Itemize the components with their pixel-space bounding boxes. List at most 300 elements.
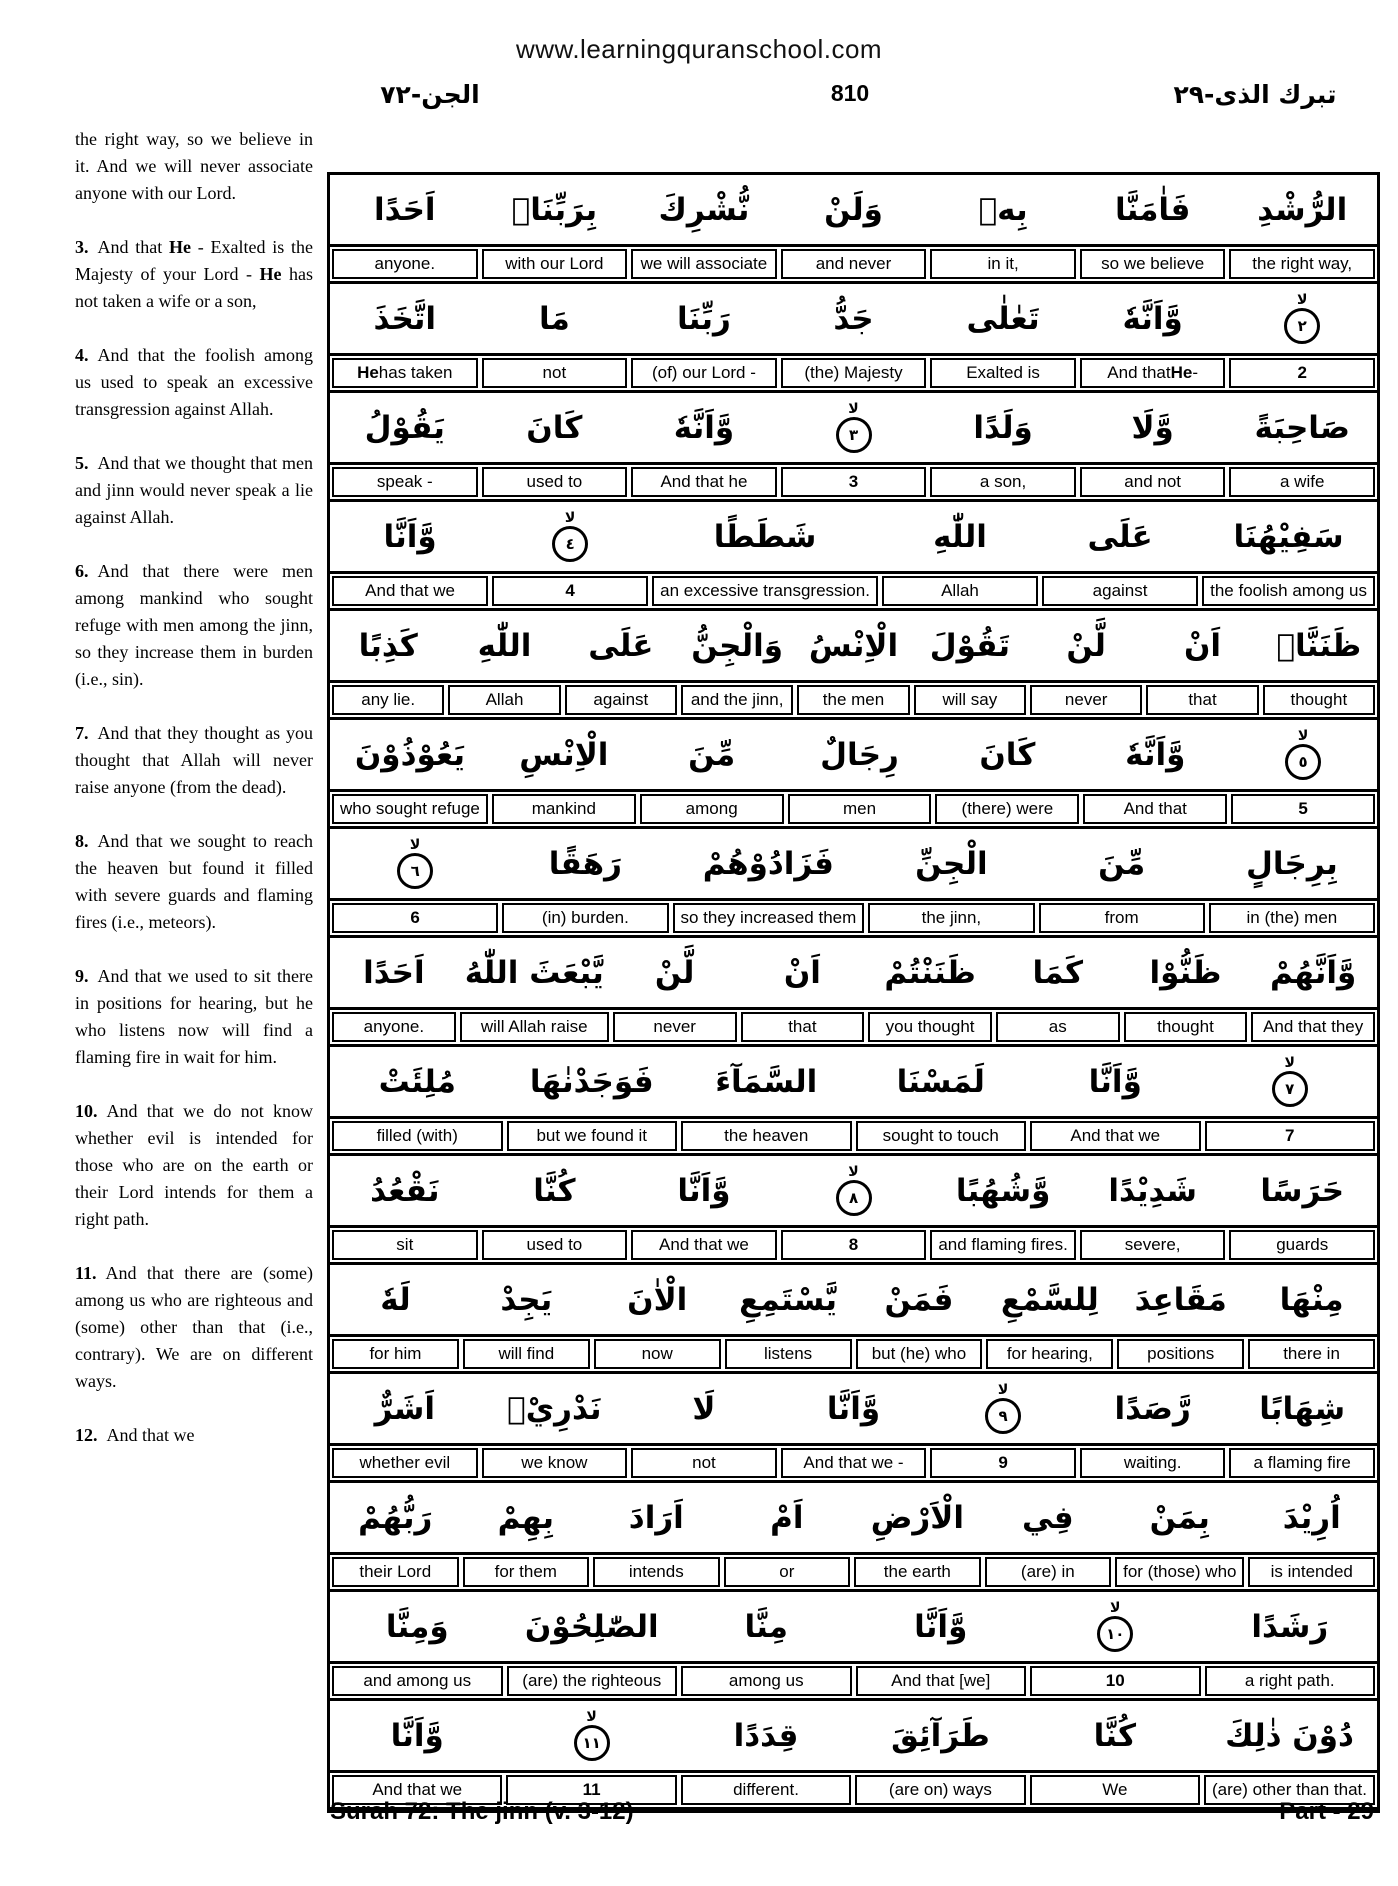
arabic-word: وَالْجِنُّ [691, 627, 784, 664]
word-translation: never [613, 1012, 737, 1042]
translation-cell-wrap [629, 1443, 779, 1483]
arabic-word: وَّاَنَّهٗ [673, 409, 735, 446]
translation-cell-wrap [591, 1552, 722, 1592]
translation-cell-wrap [330, 1552, 461, 1592]
word-translation: thought [1263, 685, 1375, 715]
word-translation: (are on) ways [855, 1775, 1025, 1805]
word-translation: used to [482, 467, 628, 497]
arabic-word: وَّاَنَّا [390, 1717, 444, 1754]
word-translation: And that [we] [856, 1666, 1027, 1696]
word-translation: guards [1229, 1230, 1375, 1260]
word-translation: now [594, 1339, 721, 1369]
word-translation: the heaven [681, 1121, 852, 1151]
arabic-word: اَحَدًا [363, 954, 425, 991]
arabic-word: عَلَى [1087, 518, 1153, 555]
translation-cell-wrap [480, 1225, 630, 1265]
arabic-word: وَّاَنَّا [677, 1172, 731, 1209]
footer-surah-label: Surah 72: The jinn (v. 3-12) [330, 1798, 634, 1825]
verse-number-cell: 9 [930, 1448, 1076, 1478]
verse-marker-icon [1272, 1056, 1308, 1107]
arabic-word: يَعُوْذُوْنَ [354, 736, 466, 773]
arabic-word: بِرِجَالٍ [1245, 845, 1338, 882]
word-translation: And that we [1030, 1121, 1201, 1151]
word-translation: and never [781, 249, 927, 279]
verse-number: 10. [75, 1101, 107, 1121]
arabic-word: لَهٗ [380, 1281, 411, 1318]
translation-cell-wrap [928, 462, 1078, 502]
verse-number-circle: ٥ [1285, 744, 1321, 780]
translation-cell-wrap [1207, 898, 1377, 938]
arabic-word: وَّاَنَّا [914, 1608, 968, 1645]
arabic-word: اللّٰهِ [477, 627, 532, 664]
verse-number-cell: 8 [781, 1230, 927, 1260]
word-translation: the men [797, 685, 909, 715]
verse-number-circle: ١١ [574, 1725, 610, 1761]
word-translation: anyone. [332, 1012, 456, 1042]
translation-cell-wrap [1227, 353, 1377, 393]
word-translation: (there) were [935, 794, 1079, 824]
arabic-word: فَزَادُوْهُمْ [702, 845, 834, 882]
verse-number-circle: ٨ [836, 1180, 872, 1216]
word-translation: is intended [1248, 1557, 1375, 1587]
word-translation: filled (with) [332, 1121, 503, 1151]
translation-cell-wrap [500, 898, 670, 938]
translation-cell-wrap [1078, 1443, 1228, 1483]
word-translation: any lie. [332, 685, 444, 715]
translation-cell-wrap [480, 462, 630, 502]
arabic-word: ظَنُّوْا [1149, 954, 1222, 991]
translation-cell-wrap [1203, 1661, 1378, 1701]
translation-cell-wrap [983, 1552, 1114, 1592]
arabic-word: الرُّشْدِ [1257, 191, 1348, 228]
verse-number-cell: 6 [332, 903, 498, 933]
verse-number-circle: ٢ [1284, 308, 1320, 344]
word-translation: for (those) who [1115, 1557, 1244, 1587]
arabic-word: قِدَدًا [733, 1717, 799, 1754]
translation-cell-wrap [779, 244, 929, 284]
website-url: www.learningquranschool.com [515, 34, 883, 64]
word-translation: that [741, 1012, 865, 1042]
translation-cell-wrap [330, 462, 480, 502]
verse-number-cell: 4 [492, 576, 648, 606]
arabic-word: اللّٰهِ [933, 518, 987, 555]
word-translation: but we found it [507, 1121, 678, 1151]
word-translation: the jinn, [868, 903, 1034, 933]
arabic-word: بِمَنْ [1149, 1499, 1210, 1536]
verse-end-marker [1028, 1592, 1203, 1661]
verse-number: 5. [75, 453, 98, 473]
translation-cell-wrap [480, 244, 630, 284]
translation-cell-wrap [1144, 680, 1260, 720]
verse-number-cell: 10 [1030, 1666, 1201, 1696]
word-translation: not [631, 1448, 777, 1478]
word-translation: among us [681, 1666, 852, 1696]
translation-paragraph: 9. And that we used to sit there in positions for hearing, but he who listens now will find a flaming fire in wait for him. [75, 966, 313, 1067]
word-translation: that [1146, 685, 1258, 715]
word-translation: who sought refuge [332, 794, 488, 824]
translation-cell-wrap [1028, 1661, 1203, 1701]
verse-end-marker [1229, 720, 1377, 789]
word-translation: a flaming fire [1229, 1448, 1375, 1478]
arabic-word: تَعٰلٰى [966, 300, 1040, 337]
word-translation: and flaming fires. [930, 1230, 1076, 1260]
word-translation: mankind [492, 794, 636, 824]
verse-end-marker [779, 393, 929, 462]
arabic-word: بِرَبِّنَاۤ [511, 191, 598, 228]
arabic-word: الْاِنْسِ [519, 736, 609, 773]
word-translation: listens [725, 1339, 852, 1369]
verse-number-circle: ١٠ [1097, 1616, 1133, 1652]
ayah-line [330, 938, 1377, 1047]
arabic-word: شَدِيْدًا [1108, 1172, 1197, 1209]
verse-end-marker [490, 502, 650, 571]
word-translation: positions [1117, 1339, 1244, 1369]
translation-cell-wrap [912, 680, 1028, 720]
ayah-line [330, 829, 1377, 938]
word-translation: an excessive transgression. [652, 576, 878, 606]
translation-paragraph: 8. And that we sought to reach the heaven but found it filled with severe guards and flaming fires (i.e., meteors). [75, 831, 313, 932]
arabic-word: تَقُوْلَ [929, 627, 1010, 664]
verse-marker-icon [574, 1710, 610, 1761]
arabic-word: صَاحِبَةً [1254, 409, 1350, 446]
translation-cell-wrap [853, 1770, 1027, 1810]
translation-paragraph: 4. And that the foolish among us used to speak an excessive transgression against Allah. [75, 345, 313, 419]
arabic-word: اتَّخَذَ [373, 300, 437, 337]
ayah-line [330, 1374, 1377, 1483]
verse-end-marker [928, 1374, 1078, 1443]
translation-cell-wrap [1203, 1116, 1378, 1156]
translation-cell-wrap [854, 1334, 985, 1374]
word-translation: anyone. [332, 249, 478, 279]
translation-paragraph: the right way, so we believe in it. And we will never associate anyone with our Lord. [75, 129, 313, 203]
verse-marker-icon [836, 402, 872, 453]
translation-cell-wrap [679, 1116, 854, 1156]
translation-cell-wrap [1227, 1443, 1377, 1483]
word-translation: among [640, 794, 784, 824]
arabic-word: الْاَرْضِ [870, 1499, 964, 1536]
translation-cell-wrap [480, 353, 630, 393]
translation-cell-wrap [779, 353, 929, 393]
arabic-word: رِجَالٌ [820, 736, 899, 773]
translation-paragraph: 10. And that we do not know whether evil is intended for those who are on the earth or their Lord intends for them a right path. [75, 1101, 313, 1229]
arabic-word: وَّاَنَّهُمْ [1270, 954, 1357, 991]
word-translation: thought [1124, 1012, 1248, 1042]
translation-paragraph: 7. And that they thought as you thought that Allah will never raise anyone (from the dead). [75, 723, 313, 797]
footer-part-label: Part - 29 [1279, 1798, 1374, 1825]
word-translation: Exalted is [930, 358, 1076, 388]
translation-cell-wrap [795, 680, 911, 720]
arabic-word: لَمَسْنَا [896, 1063, 985, 1100]
translation-cell-wrap [330, 571, 490, 611]
translation-cell-wrap [330, 1334, 461, 1374]
arabic-word: كَانَ [979, 736, 1036, 773]
arabic-word: اَشَرٌّ [374, 1390, 435, 1427]
arabic-word: يَّسْتَمِعِ [739, 1281, 837, 1318]
word-translation: never [1030, 685, 1142, 715]
arabic-word: اَنْ [783, 954, 821, 991]
verse-marker-icon [1097, 1601, 1133, 1652]
arabic-word: كُنَّا [533, 1172, 576, 1209]
arabic-word: كُنَّا [1093, 1717, 1136, 1754]
arabic-word: لَّنْ [654, 954, 695, 991]
translation-cell-wrap [461, 1334, 592, 1374]
arabic-word: دُوْنَ ذٰلِكَ [1225, 1717, 1354, 1754]
arabic-word: سَفِيْهُنَا [1233, 518, 1344, 555]
word-translation: for him [332, 1339, 459, 1369]
translation-cell-wrap [458, 1007, 611, 1047]
word-translation: there in [1248, 1339, 1375, 1369]
word-translation: with our Lord [482, 249, 628, 279]
arabic-word: الْاٰنَ [627, 1281, 688, 1318]
word-translation: and the jinn, [681, 685, 793, 715]
arabic-word: مَقَاعِدَ [1134, 1281, 1227, 1318]
word-translation: in (the) men [1209, 903, 1375, 933]
translation-cell-wrap [1227, 244, 1377, 284]
translation-cell-wrap [1249, 1007, 1377, 1047]
arabic-word: مُلِئَتْ [378, 1063, 456, 1100]
translation-cell-wrap [1078, 462, 1228, 502]
translation-cell-wrap [330, 898, 500, 938]
translation-cell-wrap [928, 1225, 1078, 1265]
arabic-word: مِنَّا [744, 1608, 788, 1645]
translation-cell-wrap [1115, 1334, 1246, 1374]
verse-end-marker [330, 829, 500, 898]
translation-cell-wrap [854, 1661, 1029, 1701]
translation-cell-wrap [330, 1661, 505, 1701]
word-translation: as [996, 1012, 1120, 1042]
translation-cell-wrap [1078, 1225, 1228, 1265]
word-translation: And that He - [1080, 358, 1226, 388]
arabic-word: الْاِنْسُ [808, 627, 899, 664]
translation-cell-wrap [852, 1552, 983, 1592]
word-translation: (the) Majesty [781, 358, 927, 388]
translation-cell-wrap [480, 1443, 630, 1483]
word-translation: sought to touch [856, 1121, 1027, 1151]
word-translation: And that we [332, 576, 488, 606]
word-translation: waiting. [1080, 1448, 1226, 1478]
word-translation: against [565, 685, 677, 715]
word-translation: We [1030, 1775, 1200, 1805]
arabic-word: بِهِمْ [497, 1499, 554, 1536]
verse-number-cell: 2 [1229, 358, 1375, 388]
translation-cell-wrap [629, 244, 779, 284]
la-waqf-sign: لا [1297, 728, 1309, 744]
translation-cell-wrap [779, 462, 929, 502]
translation-cell-wrap [629, 1225, 779, 1265]
translation-cell-wrap [779, 1225, 929, 1265]
word-translation: so they increased them [673, 903, 865, 933]
word-translation: a right path. [1205, 1666, 1376, 1696]
la-waqf-sign: لا [586, 1709, 597, 1725]
translation-cell-wrap [330, 789, 490, 829]
word-translation: we will associate [631, 249, 777, 279]
translation-cell-wrap [1122, 1007, 1250, 1047]
la-waqf-sign: لا [848, 1164, 859, 1180]
word-translation: And that we [332, 1775, 502, 1805]
translation-cell-wrap [722, 1552, 853, 1592]
translation-cell-wrap [461, 1552, 592, 1592]
arabic-word: نُّشْرِكَ [658, 191, 750, 228]
translation-cell-wrap [1113, 1552, 1246, 1592]
word-translation: you thought [868, 1012, 992, 1042]
verse-number-circle: ٧ [1272, 1071, 1308, 1107]
la-waqf-sign: لا [409, 837, 421, 853]
translation-cell-wrap [505, 1661, 680, 1701]
translation-cell-wrap [866, 1007, 994, 1047]
arabic-word: ظَنَنْتُمْ [884, 954, 976, 991]
verse-number: 4. [75, 345, 98, 365]
translation-cell-wrap [638, 789, 786, 829]
verse-marker-icon [836, 1165, 872, 1216]
arabic-word: شَطَطًا [713, 518, 817, 555]
translation-cell-wrap [330, 1225, 480, 1265]
translation-cell-wrap [592, 1334, 723, 1374]
word-translation: Allah [448, 685, 560, 715]
arabic-word: مَا [538, 300, 570, 337]
word-translation: will Allah raise [460, 1012, 609, 1042]
ayah-line [330, 502, 1377, 611]
ayah-line [330, 175, 1377, 284]
translation-cell-wrap [1078, 353, 1228, 393]
verse-number: 9. [75, 966, 98, 986]
ayah-line [330, 1483, 1377, 1592]
translation-cell-wrap [1028, 1116, 1203, 1156]
word-translation: severe, [1080, 1230, 1226, 1260]
translation-cell-wrap [984, 1334, 1115, 1374]
translation-paragraph: 3. And that He - Exalted is the Majesty of your Lord - He has not taken a wife or a son, [75, 237, 314, 311]
verse-number-circle: ٦ [397, 853, 433, 889]
word-translation: (are) the righteous [507, 1666, 678, 1696]
arabic-word: وَّاَنَّا [383, 518, 437, 555]
word-translation: from [1039, 903, 1205, 933]
arabic-word: كَذِبًا [358, 627, 418, 664]
translation-paragraph: 11. And that there are (some) among us who are righteous and (some) other than that (i.e., contrary). We are on different ways. [75, 1263, 313, 1391]
translation-cell-wrap [1037, 898, 1207, 938]
arabic-word: فَوَجَدْنٰهَا [529, 1063, 654, 1100]
word-translation: the right way, [1229, 249, 1375, 279]
word-translation: we know [482, 1448, 628, 1478]
translation-cell-wrap [1028, 680, 1144, 720]
word-translation: a wife [1229, 467, 1375, 497]
word-translation: And that we [631, 1230, 777, 1260]
word-translation: And that they [1251, 1012, 1375, 1042]
arabic-word: نَقْعُدُ [370, 1172, 440, 1209]
arabic-word: رَهَقًا [548, 845, 623, 882]
translation-paragraph: 12. And that we [75, 1425, 195, 1445]
la-waqf-sign: لا [848, 401, 859, 417]
verse-end-marker [1227, 284, 1377, 353]
arabic-word: وَّاَنَّهٗ [1125, 736, 1186, 773]
translation-cell-wrap [629, 353, 779, 393]
ayah-line [330, 720, 1377, 829]
verse-number-cell: 7 [1205, 1121, 1376, 1151]
word-translation: in it, [930, 249, 1076, 279]
arabic-word: لِلسَّمْعِ [1000, 1281, 1099, 1318]
arabic-word: كَمَا [1032, 954, 1083, 991]
word-translation: speak - [332, 467, 478, 497]
verse-number-cell: 5 [1231, 794, 1375, 824]
translation-cell-wrap [490, 789, 638, 829]
juz-name-arabic: تبرك الذى-٢٩ [1173, 80, 1337, 109]
translation-cell-wrap [928, 244, 1078, 284]
arabic-word: نَدْرِيْۤ [507, 1390, 602, 1427]
translation-cell-wrap [330, 1116, 505, 1156]
translation-cell-wrap [1229, 789, 1377, 829]
word-translation: (in) burden. [502, 903, 668, 933]
arabic-word: اَنْ [1183, 627, 1222, 664]
translation-cell-wrap [928, 1443, 1078, 1483]
arabic-word: وَّشُهُبًا [955, 1172, 1051, 1209]
arabic-word: فِي [1022, 1499, 1074, 1536]
translation-cell-wrap [723, 1334, 854, 1374]
verse-number-circle: ٣ [836, 417, 872, 453]
translation-cell-wrap [505, 1116, 680, 1156]
word-translation: (are) in [985, 1557, 1112, 1587]
arabic-word: مِّنَ [688, 736, 736, 773]
surah-name-arabic: الجن-٧٢ [380, 80, 480, 109]
arabic-word: وَّاَنَّا [1088, 1063, 1142, 1100]
word-translation: will say [914, 685, 1026, 715]
verse-marker-icon [1284, 293, 1320, 344]
arabic-word: لَّنْ [1066, 627, 1106, 664]
translation-cell-wrap [330, 1443, 480, 1483]
word-translation: And that we - [781, 1448, 927, 1478]
translation-cell-wrap [1078, 244, 1228, 284]
arabic-word: طَرَآئِقَ [891, 1717, 990, 1754]
translation-cell-wrap [490, 571, 650, 611]
word-translation: sit [332, 1230, 478, 1260]
translation-cell-wrap [854, 1116, 1029, 1156]
arabic-word: اُرِيْدَ [1282, 1499, 1341, 1536]
arabic-word: اَمْ [770, 1499, 804, 1536]
translation-cell-wrap [1081, 789, 1229, 829]
word-translation: will find [463, 1339, 590, 1369]
word-translation: And that he [631, 467, 777, 497]
arabic-word: رَبُّهُمْ [358, 1499, 433, 1536]
arabic-word: جَدُّ [833, 300, 874, 337]
arabic-word: السَّمَآءَ [715, 1063, 818, 1100]
arabic-word: وَّاَنَّا [826, 1390, 881, 1427]
verse-end-marker [1203, 1047, 1378, 1116]
translation-cell-wrap [1040, 571, 1200, 611]
arabic-word: وَّاَنَّهٗ [1122, 300, 1183, 337]
arabic-word: يَقُوْلُ [364, 409, 445, 446]
arabic-word: اَرَادَ [628, 1499, 684, 1536]
translation-cell-wrap [786, 789, 934, 829]
translation-cell-wrap [739, 1007, 867, 1047]
arabic-word: وَمِنَّا [385, 1608, 449, 1645]
translation-paragraph: 6. And that there were men among mankind who sought refuge with men among the jinn, so they increase them in burden (i.e., sin). [75, 561, 313, 689]
word-translation: (are) other than that. [1204, 1775, 1375, 1805]
arabic-word: وَلَدًا [973, 409, 1033, 446]
ayah-line [330, 393, 1377, 502]
translation-cell-wrap [933, 789, 1081, 829]
arabic-word: ظَنَنَّاۤ [1276, 627, 1362, 664]
word-translation: for them [463, 1557, 590, 1587]
arabic-word: يَجِدْ [500, 1281, 553, 1318]
translation-cell-wrap [679, 680, 795, 720]
la-waqf-sign: لا [997, 1382, 1009, 1398]
arabic-word: فَاٰمَنَّا [1114, 191, 1191, 228]
word-translation: intends [593, 1557, 720, 1587]
word-translation: He has taken [332, 358, 478, 388]
verse-number: 8. [75, 831, 98, 851]
arabic-word: عَلَى [588, 627, 654, 664]
ayah-line [330, 611, 1377, 720]
verse-number: 3. [75, 237, 98, 257]
word-translation: not [482, 358, 628, 388]
translation-cell-wrap [446, 680, 562, 720]
